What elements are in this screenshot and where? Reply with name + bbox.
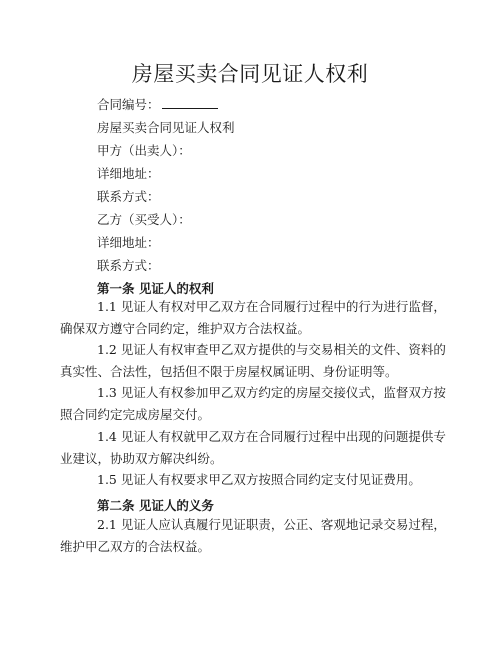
clause-1-3-line-1: 1.3 见证人有权参加甲乙双方约定的房屋交接仪式，监督双方按	[97, 385, 446, 400]
document-subtitle: 房屋买卖合同见证人权利	[97, 120, 235, 135]
clause-2-1	[60, 514, 450, 557]
document-title: 房屋买卖合同见证人权利	[131, 62, 369, 86]
clause-2-1-line-1: 2.1 见证人应认真履行见证职责，公正、客观地记录交易过程，	[97, 517, 446, 532]
party-b-contact: 联系方式：	[97, 258, 160, 273]
clause-1-5	[60, 469, 450, 491]
clause-1-2-line-1: 1.2 见证人有权审查甲乙双方提供的与交易相关的文件、资料的	[97, 342, 446, 357]
clause-1-5-line-1: 1.5 见证人有权要求甲乙双方按照合同约定支付见证费用。	[97, 472, 421, 487]
party-a-address: 详细地址：	[97, 166, 160, 181]
clause-1-1-line-2: 确保双方遵守合同约定，维护双方合法权益。	[60, 320, 311, 336]
party-b-address: 详细地址：	[97, 235, 160, 250]
contract-number-line	[97, 95, 218, 113]
article-2-heading: 第二条 见证人的义务	[97, 498, 214, 513]
contract-number-blank	[162, 107, 218, 109]
clause-1-2-line-2: 真实性、合法性，包括但不限于房屋权属证明、身份证明等。	[60, 363, 398, 379]
article-1-heading: 第一条 见证人的权利	[97, 281, 214, 296]
clause-1-4-line-1: 1.4 见证人有权就甲乙双方在合同履行过程中出现的问题提供专	[97, 429, 446, 444]
clause-1-3-line-2: 照合同约定完成房屋交付。	[60, 406, 211, 422]
party-b-label: 乙方（买受人）：	[97, 212, 191, 227]
clause-1-1-line-1: 1.1 见证人有权对甲乙双方在合同履行过程中的行为进行监督，	[97, 299, 446, 314]
contract-number-label: 合同编号：	[97, 97, 160, 112]
clause-1-4	[60, 426, 450, 469]
clause-2-1-line-2: 维护甲乙双方的合法权益。	[60, 538, 211, 554]
party-a-label: 甲方（出卖人）：	[97, 143, 191, 158]
clause-1-2	[60, 339, 450, 382]
party-a-contact: 联系方式：	[97, 189, 160, 204]
clause-1-3	[60, 382, 450, 425]
clause-1-1	[60, 296, 450, 339]
clause-1-4-line-2: 业建议，协助双方解决纠纷。	[60, 450, 223, 466]
